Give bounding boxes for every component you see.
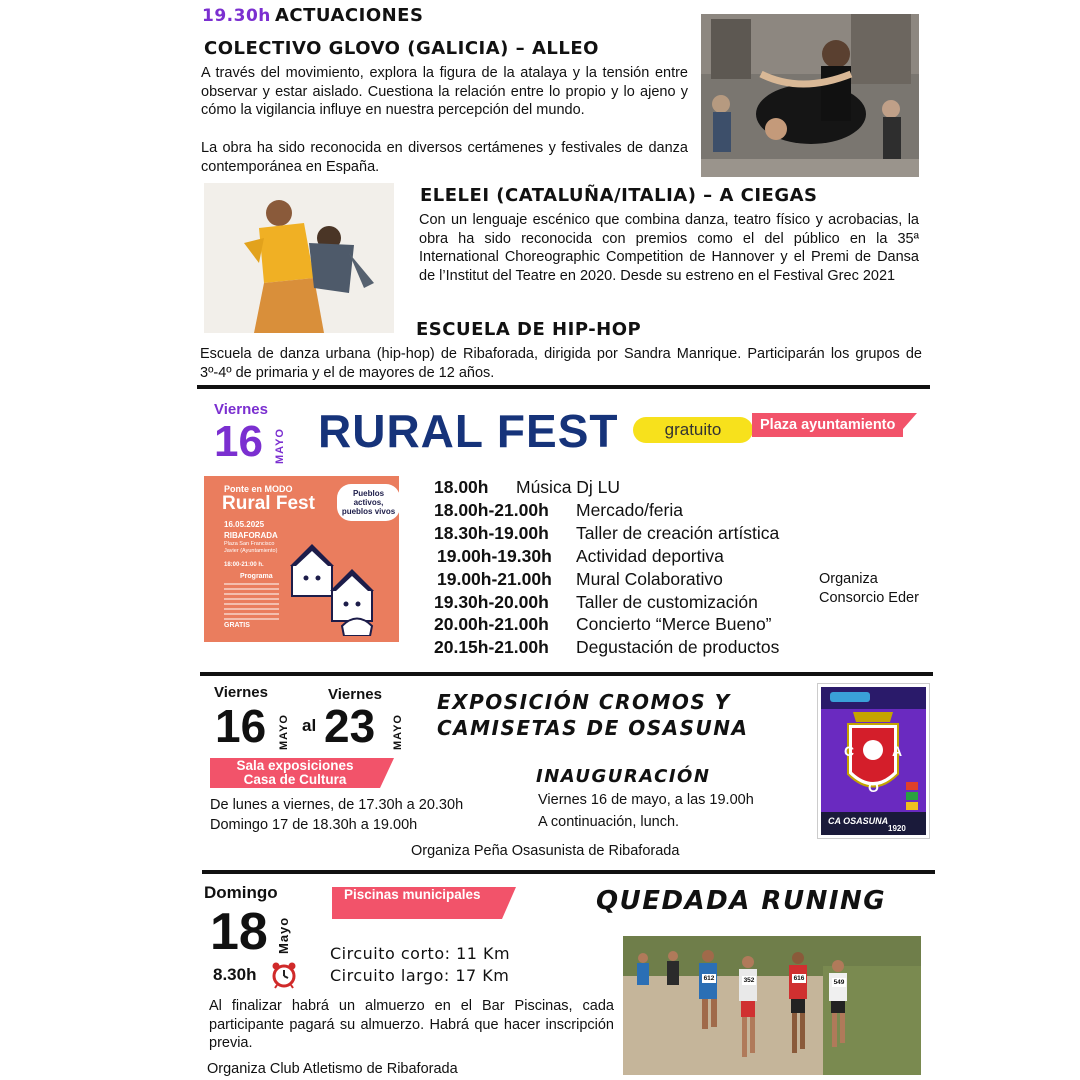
poster-mascots <box>282 526 392 636</box>
schedule-row <box>437 569 723 590</box>
act1-awards: La obra ha sido reconocida en diversos certámenes y festivales de danza contemporánea en España. <box>201 140 688 175</box>
poster-address: Plaza San Francisco Javier (Ayuntamiento) <box>224 541 278 554</box>
poster-bubble: Pueblos activos, pueblos vivos <box>337 484 399 521</box>
schedule-activity: Taller de customización <box>576 592 758 612</box>
short-circuit: Circuito corto: 11 Km <box>330 944 511 963</box>
act1-title: COLECTIVO GLOVO (GALICIA) – ALLEO <box>204 38 599 59</box>
schedule-row <box>434 500 683 521</box>
schedule-time: 19.00h-19.30h <box>437 546 552 566</box>
run-organizer: Organiza Club Atletismo de Ribaforada <box>207 1061 458 1077</box>
run-day: 18 <box>210 903 268 961</box>
inauguration-title: INAUGURACIÓN <box>536 766 711 787</box>
dance-photo-alleo <box>701 14 919 177</box>
act2-description: Con un lenguaje escénico que combina danza, teatro físico y acrobacias, la obra ha sido reconocida con premios como el del público en la 35ª International Choreographic Competition de Hannover y el Premi de Dansa de l’Institut del Teatre en 2020. Desde su estreno en el Festival Grec 2021 <box>419 212 919 284</box>
runner-bib: 352 <box>743 977 755 984</box>
schedule-activity: Música Dj LU <box>516 477 621 497</box>
run-month: Mayo <box>276 916 291 954</box>
card-letter-o: O <box>868 779 879 795</box>
expo-hours-weekdays: De lunes a viernes, de 17.30h a 20.30h <box>210 797 464 813</box>
schedule-activity: Taller de creación artística <box>576 523 780 543</box>
schedule-time: 20.00h-21.00h <box>434 614 549 634</box>
act2-title: ELELEI (CATALUÑA/ITALIA) – A CIEGAS <box>420 185 818 206</box>
poster-program-lines <box>224 582 284 622</box>
poster-town: RIBAFORADA <box>224 531 278 540</box>
act3-title: ESCUELA DE HIP-HOP <box>416 319 642 340</box>
rural-fest-title: RURAL FEST <box>318 405 619 457</box>
poster-footer <box>204 642 399 662</box>
section-divider <box>200 672 933 676</box>
rural-day: 16 <box>214 417 263 466</box>
rural-organizer-name: Consorcio Eder <box>819 590 919 606</box>
osasuna-card <box>817 683 930 839</box>
run-place-label: Piscinas municipales <box>344 887 481 902</box>
expo-title-line1: EXPOSICIÓN CROMOS Y <box>437 690 731 714</box>
expo-end-weekday: Viernes <box>328 686 382 703</box>
expo-organizer: Organiza Peña Osasunista de Ribaforada <box>411 843 680 859</box>
run-description: Al finalizar habrá un almuerzo en el Bar Piscinas, cada participante pagará su almuerzo. Habrá que hacer inscripción previa. <box>209 998 614 1051</box>
rural-weekday: Viernes <box>214 401 268 418</box>
rural-place-tag: Plaza ayuntamiento <box>752 413 903 437</box>
schedule-row <box>434 592 758 613</box>
poster-modo: Ponte en MODO <box>224 484 293 494</box>
schedule-activity: Actividad deportiva <box>576 546 724 566</box>
poster-hours: 18:00-21:00 h. <box>224 562 264 568</box>
poster-free: GRATIS <box>224 622 250 629</box>
section-divider <box>197 385 930 389</box>
alarm-clock-icon <box>270 961 298 989</box>
rural-fest-poster <box>204 476 399 662</box>
expo-place-line2: Casa de Cultura <box>243 772 347 787</box>
free-badge: gratuito <box>633 417 753 443</box>
card-letter-c: C <box>844 743 855 759</box>
performances-heading: ACTUACIONES <box>275 5 424 26</box>
card-name: CA OSASUNA <box>828 816 889 826</box>
run-time: 8.30h <box>213 965 257 984</box>
runner-bib: 549 <box>833 979 845 986</box>
schedule-row <box>434 523 780 544</box>
schedule-activity: Mural Colaborativo <box>576 569 723 589</box>
performance-time: 19.30h <box>202 6 271 26</box>
act3-description: Escuela de danza urbana (hip-hop) de Ribaforada, dirigida por Sandra Manrique. Participarán los grupos de 3º-4º de primaria y el de mayores de 12 años. <box>200 346 922 381</box>
poster-program-label: Programa <box>240 573 273 580</box>
expo-al: al <box>302 716 317 735</box>
inauguration-lunch: A continuación, lunch. <box>538 814 680 830</box>
long-circuit: Circuito largo: 17 Km <box>330 966 510 985</box>
runner-bib: 616 <box>793 975 805 982</box>
schedule-time: 18.00h <box>434 477 489 497</box>
run-place-tag <box>332 887 502 919</box>
schedule-time: 18.30h-19.00h <box>434 523 549 543</box>
schedule-time: 19.30h-20.00h <box>434 592 549 612</box>
expo-start-weekday: Viernes <box>214 684 268 701</box>
schedule-row <box>434 637 780 658</box>
runner-bib: 612 <box>703 975 715 982</box>
schedule-row <box>434 477 621 498</box>
schedule-activity: Mercado/feria <box>576 500 683 520</box>
rural-month: MAYO <box>274 428 286 464</box>
expo-end-month: MAYO <box>392 714 404 750</box>
act1-description: A través del movimiento, explora la figura de la atalaya y la tensión entre observar y estar aislado. Cuestiona la relación entre lo propio y lo ajeno y cómo la vigilancia influye en nuestra percepción del mundo. <box>201 65 688 118</box>
expo-title-line2: CAMISETAS DE OSASUNA <box>437 716 749 740</box>
poster-title: Rural Fest <box>222 493 315 514</box>
schedule-row <box>434 614 772 635</box>
rural-organizer-label: Organiza <box>819 571 878 587</box>
expo-hours-sunday: Domingo 17 de 18.30h a 19.00h <box>210 817 418 833</box>
card-letter-a: A <box>892 743 903 759</box>
expo-place-line1: Sala exposiciones <box>236 758 354 773</box>
inauguration-date: Viernes 16 de mayo, a las 19.00h <box>538 792 754 808</box>
schedule-row <box>437 546 724 567</box>
schedule-time: 20.15h-21.00h <box>434 637 549 657</box>
expo-place-tag <box>210 758 380 788</box>
run-weekday: Domingo <box>204 883 278 902</box>
dance-photo-a-ciegas <box>204 183 394 333</box>
running-title: QUEDADA RUNING <box>596 886 887 916</box>
expo-start-month: MAYO <box>278 714 290 750</box>
schedule-time: 18.00h-21.00h <box>434 500 549 520</box>
section-divider <box>202 870 935 874</box>
schedule-time: 19.00h-21.00h <box>437 569 552 589</box>
expo-end-day: 23 <box>324 700 376 752</box>
runners-photo <box>623 936 921 1075</box>
schedule-activity: Degustación de productos <box>576 637 780 657</box>
card-year: 1920 <box>888 824 906 833</box>
expo-start-day: 16 <box>215 700 267 752</box>
poster-date: 16.05.2025 <box>224 520 265 529</box>
schedule-activity: Concierto “Merce Bueno” <box>576 614 772 634</box>
